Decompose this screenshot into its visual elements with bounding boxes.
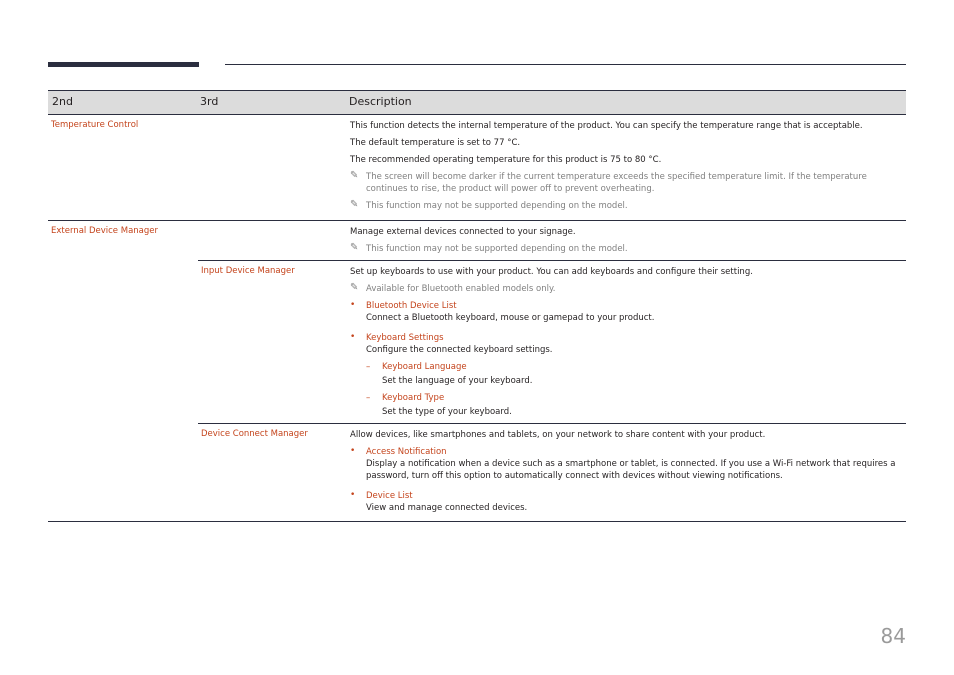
external-device-manager-description [350,226,900,260]
list-item [350,446,900,482]
item-title: Access Notification [366,447,447,457]
paragraph: Set up keyboards to use with your product. You can add keyboards and configure their setting. [350,267,753,277]
pencil-icon: ✎ [350,282,359,293]
header-accent-bar [48,62,199,67]
external-device-manager-label: External Device Manager [51,226,158,236]
item-title: Keyboard Type [382,393,445,403]
header-description: Description [349,95,412,108]
paragraph: This function detects the internal temperature of the product. You can specify the temperature range that is acceptable. [350,121,863,131]
pencil-icon: ✎ [350,199,359,210]
temperature-control-label: Temperature Control [51,120,139,130]
dash-icon: – [366,393,371,403]
item-text: Connect a Bluetooth keyboard, mouse or gamepad to your product. [366,313,655,323]
pencil-icon: ✎ [350,242,359,253]
temperature-control-description [350,120,900,217]
item-title: Keyboard Settings [366,333,444,343]
item-text: Set the type of your keyboard. [382,407,512,417]
note-text: This function may not be supported depending on the model. [366,244,628,254]
page-number: 84 [880,624,906,648]
list-item [350,490,900,514]
header-2nd: 2nd [52,95,73,108]
note-text: Available for Bluetooth enabled models only. [366,284,556,294]
bullet-icon: • [350,490,356,500]
sub-list-item [366,392,900,418]
item-text: View and manage connected devices. [366,503,528,513]
paragraph: Manage external devices connected to your signage. [350,227,576,237]
note [350,171,900,195]
bullet-icon: • [350,446,356,456]
item-title: Device List [366,491,413,501]
pencil-icon: ✎ [350,170,359,181]
settings-table [48,90,906,522]
bullet-icon: • [350,332,356,342]
paragraph: The recommended operating temperature for this product is 75 to 80 °C. [350,155,662,165]
note-text: The screen will become darker if the current temperature exceeds the specified temperature limit. If the temperature continues to rise, the product will power off to prevent overheating. [366,172,867,194]
dash-icon: – [366,362,371,372]
table-header [48,90,906,115]
device-connect-manager-description [350,429,900,514]
item-text: Display a notification when a device such as a smartphone or tablet, is connected. If you use a Wi-Fi network that requires a password, turn off this option to automatically connect with devices without viewing notifications. [366,459,896,481]
item-text: Configure the connected keyboard settings. [366,345,553,355]
list-item [350,332,900,418]
input-device-manager-description [350,266,900,418]
paragraph: Allow devices, like smartphones and tablets, on your network to share content with your product. [350,430,766,440]
item-title: Keyboard Language [382,362,467,372]
item-text: Set the language of your keyboard. [382,376,533,386]
table-row [48,261,906,424]
note-text: This function may not be supported depending on the model. [366,201,628,211]
paragraph: The default temperature is set to 77 °C. [350,138,521,148]
input-device-manager-label: Input Device Manager [201,266,295,276]
item-title: Bluetooth Device List [366,301,457,311]
table-row [48,115,906,221]
device-connect-manager-label: Device Connect Manager [201,429,308,439]
sub-list-item [366,361,900,387]
header-rule [225,64,906,65]
header-3rd: 3rd [200,95,219,108]
table-row [48,221,906,261]
note [350,283,900,295]
note [350,243,900,255]
bullet-icon: • [350,300,356,310]
table-row [48,424,906,522]
note [350,200,900,212]
list-item [350,300,900,324]
